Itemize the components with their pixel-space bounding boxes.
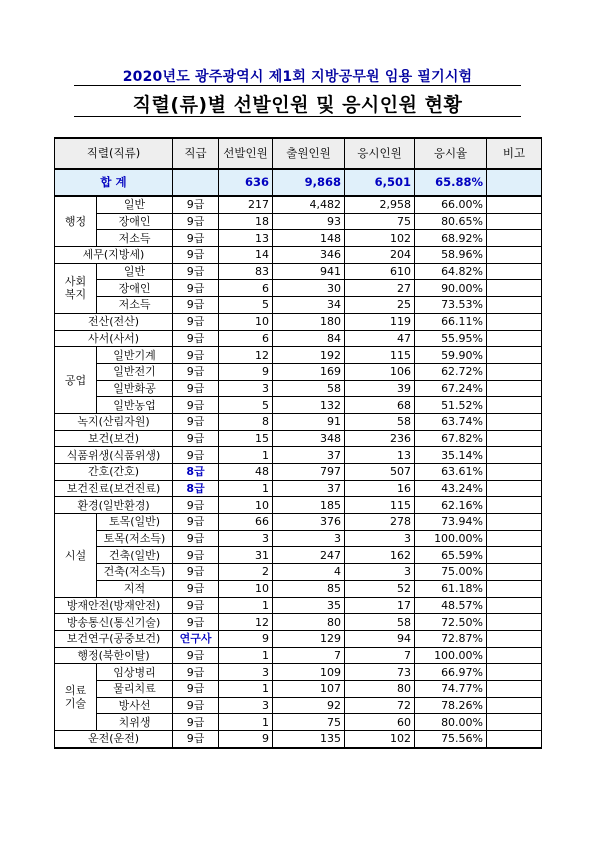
header-row: [55, 138, 542, 169]
table-row: [55, 280, 542, 297]
total-grade: [173, 169, 219, 196]
note-cell: [487, 263, 542, 280]
selected-cell: 12: [219, 614, 273, 631]
note-cell: [487, 680, 542, 697]
selected-cell: 10: [219, 580, 273, 597]
note-cell: [487, 664, 542, 681]
table-row: [55, 647, 542, 664]
note-cell: [487, 464, 542, 481]
selected-cell: 1: [219, 714, 273, 731]
attended-cell: 3: [345, 530, 415, 547]
series-name: 일반: [97, 196, 173, 213]
note-cell: [487, 330, 542, 347]
selected-cell: 9: [219, 630, 273, 647]
selected-cell: 3: [219, 530, 273, 547]
attended-cell: 16: [345, 480, 415, 497]
rate-cell: 43.24%: [415, 480, 487, 497]
attended-cell: 115: [345, 347, 415, 364]
grade-cell: 9급: [173, 547, 219, 564]
note-cell: [487, 363, 542, 380]
applied-cell: 129: [273, 630, 345, 647]
attended-cell: 17: [345, 597, 415, 614]
attended-cell: 58: [345, 614, 415, 631]
rate-cell: 72.87%: [415, 630, 487, 647]
table-row: [55, 530, 542, 547]
header-series: 직렬(직류): [55, 138, 173, 169]
applied-cell: 185: [273, 497, 345, 514]
table-row: [55, 614, 542, 631]
table-row: [55, 313, 542, 330]
selected-cell: 5: [219, 397, 273, 414]
applied-cell: 107: [273, 680, 345, 697]
series-name: 치위생: [97, 714, 173, 731]
rate-cell: 51.52%: [415, 397, 487, 414]
series-name: 보건연구(공중보건): [55, 630, 173, 647]
applied-cell: 135: [273, 731, 345, 748]
attended-cell: 73: [345, 664, 415, 681]
selected-cell: 9: [219, 363, 273, 380]
note-cell: [487, 630, 542, 647]
applied-cell: 4: [273, 564, 345, 581]
rate-cell: 75.00%: [415, 564, 487, 581]
table-row: [55, 263, 542, 280]
grade-cell: 9급: [173, 380, 219, 397]
applied-cell: 35: [273, 597, 345, 614]
note-cell: [487, 697, 542, 714]
attended-cell: 102: [345, 230, 415, 247]
rate-cell: 80.00%: [415, 714, 487, 731]
applied-cell: 180: [273, 313, 345, 330]
header-applied: 출원인원: [273, 138, 345, 169]
attended-cell: 58: [345, 413, 415, 430]
selected-cell: 13: [219, 230, 273, 247]
rate-cell: 72.50%: [415, 614, 487, 631]
table-row: [55, 413, 542, 430]
header-selected: 선발인원: [219, 138, 273, 169]
series-name: 저소득: [97, 297, 173, 314]
attended-cell: 13: [345, 447, 415, 464]
rate-cell: 64.82%: [415, 263, 487, 280]
rate-cell: 73.53%: [415, 297, 487, 314]
grade-cell: 9급: [173, 230, 219, 247]
rate-cell: 66.97%: [415, 664, 487, 681]
grade-cell: 9급: [173, 697, 219, 714]
attended-cell: 278: [345, 514, 415, 531]
rate-cell: 80.65%: [415, 213, 487, 230]
grade-cell: 9급: [173, 497, 219, 514]
rate-cell: 67.24%: [415, 380, 487, 397]
grade-cell: 9급: [173, 597, 219, 614]
grade-cell: 9급: [173, 530, 219, 547]
note-cell: [487, 347, 542, 364]
note-cell: [487, 497, 542, 514]
total-selected: 636: [219, 169, 273, 196]
attended-cell: 2,958: [345, 196, 415, 213]
table-row: [55, 547, 542, 564]
grade-cell: 9급: [173, 430, 219, 447]
attended-cell: 75: [345, 213, 415, 230]
note-cell: [487, 297, 542, 314]
attended-cell: 102: [345, 731, 415, 748]
grade-cell: 9급: [173, 280, 219, 297]
subtitle-underline: [74, 116, 521, 117]
series-name: 운전(운전): [55, 731, 173, 748]
series-name: 일반전기: [97, 363, 173, 380]
attended-cell: 7: [345, 647, 415, 664]
total-label: 합 계: [55, 169, 173, 196]
table-row: [55, 196, 542, 213]
header-rate: 응시율: [415, 138, 487, 169]
attended-cell: 106: [345, 363, 415, 380]
selected-cell: 1: [219, 480, 273, 497]
applied-cell: 3: [273, 530, 345, 547]
table-row: [55, 580, 542, 597]
series-name: 일반농업: [97, 397, 173, 414]
applied-cell: 348: [273, 430, 345, 447]
grade-cell: 9급: [173, 213, 219, 230]
rate-cell: 63.74%: [415, 413, 487, 430]
series-name: 환경(일반환경): [55, 497, 173, 514]
note-cell: [487, 447, 542, 464]
series-group-label: 공업: [55, 347, 97, 414]
series-name: 일반: [97, 263, 173, 280]
attended-cell: 68: [345, 397, 415, 414]
series-name: 토목(일반): [97, 514, 173, 531]
grade-cell: 9급: [173, 397, 219, 414]
applied-cell: 4,482: [273, 196, 345, 213]
rate-cell: 75.56%: [415, 731, 487, 748]
total-attended: 6,501: [345, 169, 415, 196]
applied-cell: 85: [273, 580, 345, 597]
applied-cell: 941: [273, 263, 345, 280]
rate-cell: 66.00%: [415, 196, 487, 213]
series-name: 장애인: [97, 213, 173, 230]
applied-cell: 109: [273, 664, 345, 681]
series-name: 식품위생(식품위생): [55, 447, 173, 464]
rate-cell: 59.90%: [415, 347, 487, 364]
grade-cell: 9급: [173, 714, 219, 731]
rate-cell: 61.18%: [415, 580, 487, 597]
attended-cell: 72: [345, 697, 415, 714]
grade-cell: 8급: [173, 480, 219, 497]
table-row: [55, 447, 542, 464]
series-name: 토목(저소득): [97, 530, 173, 547]
grade-cell: 9급: [173, 363, 219, 380]
attended-cell: 162: [345, 547, 415, 564]
selected-cell: 18: [219, 213, 273, 230]
rate-cell: 63.61%: [415, 464, 487, 481]
note-cell: [487, 196, 542, 213]
rate-cell: 66.11%: [415, 313, 487, 330]
series-name: 임상병리: [97, 664, 173, 681]
note-cell: [487, 597, 542, 614]
applied-cell: 34: [273, 297, 345, 314]
table-row: [55, 714, 542, 731]
series-group-label: 의료 기술: [55, 664, 97, 731]
applied-cell: 192: [273, 347, 345, 364]
table-row: [55, 731, 542, 748]
series-name: 방사선: [97, 697, 173, 714]
series-name: 지적: [97, 580, 173, 597]
rate-cell: 74.77%: [415, 680, 487, 697]
series-name: 일반기계: [97, 347, 173, 364]
table-row: [55, 330, 542, 347]
note-cell: [487, 380, 542, 397]
series-name: 건축(일반): [97, 547, 173, 564]
selected-cell: 12: [219, 347, 273, 364]
selected-cell: 8: [219, 413, 273, 430]
series-name: 방재안전(방재안전): [55, 597, 173, 614]
rate-cell: 48.57%: [415, 597, 487, 614]
rate-cell: 68.92%: [415, 230, 487, 247]
applied-cell: 75: [273, 714, 345, 731]
rate-cell: 73.94%: [415, 514, 487, 531]
note-cell: [487, 397, 542, 414]
applied-cell: 169: [273, 363, 345, 380]
title-underline: [74, 85, 521, 86]
selected-cell: 9: [219, 731, 273, 748]
applied-cell: 37: [273, 480, 345, 497]
grade-cell: 연구사: [173, 630, 219, 647]
selected-cell: 6: [219, 280, 273, 297]
table-row: [55, 363, 542, 380]
series-name: 일반화공: [97, 380, 173, 397]
grade-cell: 9급: [173, 614, 219, 631]
recruitment-table: [54, 137, 542, 749]
total-row: [55, 169, 542, 196]
selected-cell: 1: [219, 647, 273, 664]
note-cell: [487, 247, 542, 264]
table-row: [55, 630, 542, 647]
note-cell: [487, 430, 542, 447]
note-cell: [487, 313, 542, 330]
applied-cell: 37: [273, 447, 345, 464]
series-name: 간호(간호): [55, 464, 173, 481]
applied-cell: 91: [273, 413, 345, 430]
series-name: 방송통신(통신기술): [55, 614, 173, 631]
note-cell: [487, 413, 542, 430]
attended-cell: 39: [345, 380, 415, 397]
selected-cell: 3: [219, 664, 273, 681]
table-row: [55, 247, 542, 264]
selected-cell: 2: [219, 564, 273, 581]
rate-cell: 62.72%: [415, 363, 487, 380]
applied-cell: 58: [273, 380, 345, 397]
series-name: 녹지(산림자원): [55, 413, 173, 430]
selected-cell: 1: [219, 680, 273, 697]
table-row: [55, 430, 542, 447]
note-cell: [487, 213, 542, 230]
note-cell: [487, 564, 542, 581]
header-note: 비고: [487, 138, 542, 169]
series-group-label: 행정: [55, 196, 97, 247]
attended-cell: 27: [345, 280, 415, 297]
grade-cell: 9급: [173, 580, 219, 597]
note-cell: [487, 714, 542, 731]
applied-cell: 30: [273, 280, 345, 297]
attended-cell: 60: [345, 714, 415, 731]
attended-cell: 610: [345, 263, 415, 280]
grade-cell: 9급: [173, 664, 219, 681]
selected-cell: 5: [219, 297, 273, 314]
selected-cell: 48: [219, 464, 273, 481]
selected-cell: 83: [219, 263, 273, 280]
applied-cell: 346: [273, 247, 345, 264]
rate-cell: 100.00%: [415, 647, 487, 664]
table-row: [55, 347, 542, 364]
grade-cell: 9급: [173, 330, 219, 347]
grade-cell: 9급: [173, 297, 219, 314]
table-row: [55, 213, 542, 230]
table-row: [55, 464, 542, 481]
series-group-label: 사회 복지: [55, 263, 97, 313]
note-cell: [487, 230, 542, 247]
grade-cell: 9급: [173, 413, 219, 430]
rate-cell: 62.16%: [415, 497, 487, 514]
series-name: 보건진료(보건진료): [55, 480, 173, 497]
selected-cell: 66: [219, 514, 273, 531]
document-subtitle: 직렬(류)별 선발인원 및 응시인원 현황: [132, 94, 463, 116]
series-name: 보건(보건): [55, 430, 173, 447]
series-name: 건축(저소득): [97, 564, 173, 581]
note-cell: [487, 731, 542, 748]
grade-cell: 9급: [173, 564, 219, 581]
attended-cell: 236: [345, 430, 415, 447]
rate-cell: 100.00%: [415, 530, 487, 547]
attended-cell: 119: [345, 313, 415, 330]
attended-cell: 507: [345, 464, 415, 481]
attended-cell: 47: [345, 330, 415, 347]
table-row: [55, 664, 542, 681]
attended-cell: 52: [345, 580, 415, 597]
applied-cell: 132: [273, 397, 345, 414]
note-cell: [487, 514, 542, 531]
table-row: [55, 230, 542, 247]
selected-cell: 15: [219, 430, 273, 447]
applied-cell: 80: [273, 614, 345, 631]
applied-cell: 247: [273, 547, 345, 564]
selected-cell: 10: [219, 313, 273, 330]
attended-cell: 3: [345, 564, 415, 581]
applied-cell: 148: [273, 230, 345, 247]
header-attended: 응시인원: [345, 138, 415, 169]
note-cell: [487, 580, 542, 597]
note-cell: [487, 530, 542, 547]
table-row: [55, 397, 542, 414]
grade-cell: 8급: [173, 464, 219, 481]
table-row: [55, 380, 542, 397]
rate-cell: 90.00%: [415, 280, 487, 297]
applied-cell: 92: [273, 697, 345, 714]
selected-cell: 217: [219, 196, 273, 213]
attended-cell: 25: [345, 297, 415, 314]
rate-cell: 67.82%: [415, 430, 487, 447]
selected-cell: 14: [219, 247, 273, 264]
table-row: [55, 597, 542, 614]
series-name: 세무(지방세): [55, 247, 173, 264]
table-row: [55, 480, 542, 497]
grade-cell: 9급: [173, 263, 219, 280]
grade-cell: 9급: [173, 447, 219, 464]
series-name: 저소득: [97, 230, 173, 247]
table-row: [55, 497, 542, 514]
table-row: [55, 297, 542, 314]
grade-cell: 9급: [173, 247, 219, 264]
grade-cell: 9급: [173, 196, 219, 213]
grade-cell: 9급: [173, 514, 219, 531]
table-row: [55, 564, 542, 581]
table-row: [55, 680, 542, 697]
note-cell: [487, 647, 542, 664]
series-name: 사서(사서): [55, 330, 173, 347]
rate-cell: 55.95%: [415, 330, 487, 347]
table-row: [55, 697, 542, 714]
header-grade: 직급: [173, 138, 219, 169]
series-name: 장애인: [97, 280, 173, 297]
applied-cell: 93: [273, 213, 345, 230]
note-cell: [487, 280, 542, 297]
selected-cell: 1: [219, 447, 273, 464]
grade-cell: 9급: [173, 347, 219, 364]
grade-cell: 9급: [173, 647, 219, 664]
applied-cell: 7: [273, 647, 345, 664]
attended-cell: 204: [345, 247, 415, 264]
selected-cell: 1: [219, 597, 273, 614]
series-group-label: 시설: [55, 514, 97, 597]
rate-cell: 58.96%: [415, 247, 487, 264]
grade-cell: 9급: [173, 313, 219, 330]
rate-cell: 35.14%: [415, 447, 487, 464]
selected-cell: 3: [219, 380, 273, 397]
note-cell: [487, 614, 542, 631]
selected-cell: 3: [219, 697, 273, 714]
selected-cell: 6: [219, 330, 273, 347]
total-applied: 9,868: [273, 169, 345, 196]
total-rate: 65.88%: [415, 169, 487, 196]
grade-cell: 9급: [173, 731, 219, 748]
total-note: [487, 169, 542, 196]
note-cell: [487, 480, 542, 497]
table-row: [55, 514, 542, 531]
attended-cell: 80: [345, 680, 415, 697]
selected-cell: 10: [219, 497, 273, 514]
applied-cell: 797: [273, 464, 345, 481]
attended-cell: 115: [345, 497, 415, 514]
series-name: 행정(북한이탈): [55, 647, 173, 664]
applied-cell: 376: [273, 514, 345, 531]
rate-cell: 65.59%: [415, 547, 487, 564]
document-title: 2020년도 광주광역시 제1회 지방공무원 임용 필기시험: [122, 69, 473, 85]
series-name: 전산(전산): [55, 313, 173, 330]
series-name: 물리치료: [97, 680, 173, 697]
note-cell: [487, 547, 542, 564]
grade-cell: 9급: [173, 680, 219, 697]
attended-cell: 94: [345, 630, 415, 647]
rate-cell: 78.26%: [415, 697, 487, 714]
selected-cell: 31: [219, 547, 273, 564]
applied-cell: 84: [273, 330, 345, 347]
